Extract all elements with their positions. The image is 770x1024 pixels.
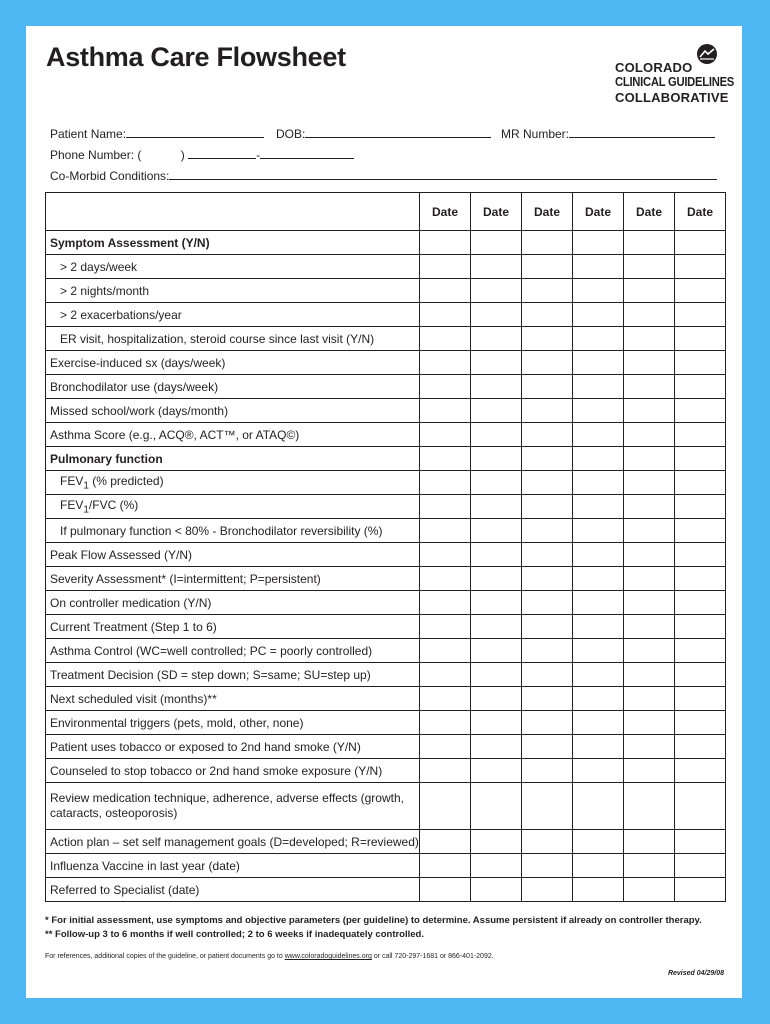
patient-name-field[interactable] xyxy=(50,127,264,141)
entry-cell[interactable] xyxy=(573,854,624,878)
entry-cell[interactable] xyxy=(573,303,624,327)
mr-number-field[interactable] xyxy=(501,127,715,141)
date-header: Date xyxy=(420,193,471,231)
table-row xyxy=(46,591,726,615)
entry-cell[interactable] xyxy=(522,854,573,878)
entry-cell[interactable] xyxy=(624,423,675,447)
table-row xyxy=(46,471,726,495)
entry-cell[interactable] xyxy=(522,495,573,519)
entry-cell[interactable] xyxy=(522,878,573,902)
entry-cell[interactable] xyxy=(471,327,522,351)
flowsheet-table xyxy=(45,192,726,902)
table-row xyxy=(46,495,726,519)
row-label: Action plan – set self management goals (D=developed; R=reviewed) xyxy=(46,830,420,854)
table-row xyxy=(46,687,726,711)
entry-cell[interactable] xyxy=(471,830,522,854)
entry-cell[interactable] xyxy=(573,878,624,902)
table-row xyxy=(46,231,726,255)
footnote-2: ** Follow-up 3 to 6 months if well controlled; 2 to 6 weeks if inadequately controlled. xyxy=(45,929,424,940)
entry-cell[interactable] xyxy=(573,711,624,735)
entry-cell[interactable] xyxy=(471,519,522,543)
entry-cell[interactable] xyxy=(675,303,726,327)
corner-cell xyxy=(46,193,420,231)
entry-cell[interactable] xyxy=(522,615,573,639)
entry-cell[interactable] xyxy=(624,375,675,399)
entry-cell[interactable] xyxy=(420,543,471,567)
entry-cell[interactable] xyxy=(471,351,522,375)
entry-cell[interactable] xyxy=(573,543,624,567)
entry-cell[interactable] xyxy=(471,854,522,878)
table-row xyxy=(46,303,726,327)
entry-cell[interactable] xyxy=(624,759,675,783)
entry-cell[interactable] xyxy=(522,567,573,591)
entry-cell[interactable] xyxy=(471,687,522,711)
entry-cell[interactable] xyxy=(522,711,573,735)
references-prefix: For references, additional copies of the guideline, or patient documents go to xyxy=(45,953,285,960)
entry-cell[interactable] xyxy=(624,519,675,543)
entry-cell[interactable] xyxy=(675,351,726,375)
guidelines-link[interactable]: www.coloradoguidelines.org xyxy=(284,953,372,960)
dob-label: DOB: xyxy=(276,127,306,141)
table-row xyxy=(46,399,726,423)
entry-cell[interactable] xyxy=(471,423,522,447)
entry-cell[interactable] xyxy=(471,231,522,255)
entry-cell[interactable] xyxy=(573,351,624,375)
table-header-row xyxy=(46,193,726,231)
row-label: Peak Flow Assessed (Y/N) xyxy=(46,543,420,567)
phone-prefix-line xyxy=(188,148,256,159)
entry-cell[interactable] xyxy=(420,663,471,687)
entry-cell[interactable] xyxy=(573,519,624,543)
entry-cell[interactable] xyxy=(675,447,726,471)
entry-cell[interactable] xyxy=(624,495,675,519)
entry-cell[interactable] xyxy=(420,759,471,783)
row-label: Bronchodilator use (days/week) xyxy=(46,375,420,399)
entry-cell[interactable] xyxy=(420,711,471,735)
entry-cell[interactable] xyxy=(624,854,675,878)
entry-cell[interactable] xyxy=(675,854,726,878)
comorbid-label: Co-Morbid Conditions: xyxy=(50,169,170,183)
table-row xyxy=(46,255,726,279)
page-title: Asthma Care Flowsheet xyxy=(46,42,346,72)
table-row xyxy=(46,519,726,543)
date-header: Date xyxy=(675,193,726,231)
entry-cell[interactable] xyxy=(675,878,726,902)
entry-cell[interactable] xyxy=(675,615,726,639)
entry-cell[interactable] xyxy=(624,783,675,830)
entry-cell[interactable] xyxy=(471,759,522,783)
row-label: Current Treatment (Step 1 to 6) xyxy=(46,615,420,639)
row-label: Environmental triggers (pets, mold, other, none) xyxy=(46,711,420,735)
entry-cell[interactable] xyxy=(471,711,522,735)
phone-dash: - xyxy=(256,148,261,162)
entry-cell[interactable] xyxy=(624,663,675,687)
entry-cell[interactable] xyxy=(573,255,624,279)
table-body xyxy=(46,231,726,902)
entry-cell[interactable] xyxy=(675,567,726,591)
row-label: Symptom Assessment (Y/N) xyxy=(46,231,420,255)
entry-cell[interactable] xyxy=(420,399,471,423)
entry-cell[interactable] xyxy=(624,711,675,735)
entry-cell[interactable] xyxy=(522,351,573,375)
entry-cell[interactable] xyxy=(573,399,624,423)
references-note xyxy=(45,953,494,960)
entry-cell[interactable] xyxy=(624,327,675,351)
entry-cell[interactable] xyxy=(573,423,624,447)
entry-cell[interactable] xyxy=(420,375,471,399)
entry-cell[interactable] xyxy=(675,495,726,519)
entry-cell[interactable] xyxy=(573,471,624,495)
colorado-clinical-guidelines-logo xyxy=(611,43,735,105)
logo-line-2: CLINICAL GUIDELINES xyxy=(615,75,735,89)
entry-cell[interactable] xyxy=(420,567,471,591)
row-label: > 2 nights/month xyxy=(46,279,420,303)
entry-cell[interactable] xyxy=(675,759,726,783)
table-row xyxy=(46,567,726,591)
entry-cell[interactable] xyxy=(522,543,573,567)
row-label: Pulmonary function xyxy=(46,447,420,471)
entry-cell[interactable] xyxy=(675,639,726,663)
entry-cell[interactable] xyxy=(573,279,624,303)
table-row xyxy=(46,783,726,830)
entry-cell[interactable] xyxy=(471,783,522,830)
entry-cell[interactable] xyxy=(675,830,726,854)
phone-suffix-line xyxy=(260,148,354,159)
date-header: Date xyxy=(573,193,624,231)
entry-cell[interactable] xyxy=(420,423,471,447)
phone-paren: ) xyxy=(180,148,185,162)
entry-cell[interactable] xyxy=(624,735,675,759)
logo-line-3: COLLABORATIVE xyxy=(615,90,729,105)
entry-cell[interactable] xyxy=(573,447,624,471)
entry-cell[interactable] xyxy=(624,303,675,327)
row-label: Influenza Vaccine in last year (date) xyxy=(46,854,420,878)
entry-cell[interactable] xyxy=(624,255,675,279)
comorbid-field[interactable] xyxy=(50,169,717,183)
entry-cell[interactable] xyxy=(522,327,573,351)
entry-cell[interactable] xyxy=(471,471,522,495)
table-row xyxy=(46,663,726,687)
entry-cell[interactable] xyxy=(522,471,573,495)
entry-cell[interactable] xyxy=(522,687,573,711)
entry-cell[interactable] xyxy=(420,830,471,854)
entry-cell[interactable] xyxy=(675,255,726,279)
row-label: Counseled to stop tobacco or 2nd hand smoke exposure (Y/N) xyxy=(46,759,420,783)
row-label: Severity Assessment* (I=intermittent; P=persistent) xyxy=(46,567,420,591)
date-header: Date xyxy=(522,193,573,231)
entry-cell[interactable] xyxy=(675,735,726,759)
entry-cell[interactable] xyxy=(420,639,471,663)
entry-cell[interactable] xyxy=(675,711,726,735)
entry-cell[interactable] xyxy=(675,399,726,423)
entry-cell[interactable] xyxy=(573,830,624,854)
entry-cell[interactable] xyxy=(624,471,675,495)
row-label: Patient uses tobacco or exposed to 2nd hand smoke (Y/N) xyxy=(46,735,420,759)
entry-cell[interactable] xyxy=(420,279,471,303)
entry-cell[interactable] xyxy=(420,735,471,759)
entry-cell[interactable] xyxy=(471,567,522,591)
entry-cell[interactable] xyxy=(624,279,675,303)
entry-cell[interactable] xyxy=(522,447,573,471)
entry-cell[interactable] xyxy=(675,543,726,567)
entry-cell[interactable] xyxy=(420,687,471,711)
entry-cell[interactable] xyxy=(573,591,624,615)
entry-cell[interactable] xyxy=(624,351,675,375)
entry-cell[interactable] xyxy=(522,830,573,854)
entry-cell[interactable] xyxy=(522,783,573,830)
entry-cell[interactable] xyxy=(573,783,624,830)
phone-label: Phone Number: ( xyxy=(50,148,142,162)
table-row xyxy=(46,543,726,567)
entry-cell[interactable] xyxy=(420,495,471,519)
entry-cell[interactable] xyxy=(573,327,624,351)
entry-cell[interactable] xyxy=(624,878,675,902)
entry-cell[interactable] xyxy=(522,735,573,759)
logo-mark-icon xyxy=(696,43,718,65)
entry-cell[interactable] xyxy=(573,735,624,759)
row-label: ER visit, hospitalization, steroid course since last visit (Y/N) xyxy=(46,327,420,351)
entry-cell[interactable] xyxy=(675,375,726,399)
row-label: > 2 exacerbations/year xyxy=(46,303,420,327)
table-row xyxy=(46,615,726,639)
entry-cell[interactable] xyxy=(471,639,522,663)
entry-cell[interactable] xyxy=(624,830,675,854)
entry-cell[interactable] xyxy=(675,663,726,687)
row-label: Review medication technique, adherence, adverse effects (growth, cataracts, osteoporosis) xyxy=(46,783,420,830)
entry-cell[interactable] xyxy=(420,255,471,279)
table-row xyxy=(46,351,726,375)
entry-cell[interactable] xyxy=(420,351,471,375)
entry-cell[interactable] xyxy=(420,878,471,902)
entry-cell[interactable] xyxy=(471,303,522,327)
entry-cell[interactable] xyxy=(471,735,522,759)
row-label: Asthma Score (e.g., ACQ®, ACT™, or ATAQ©) xyxy=(46,423,420,447)
entry-cell[interactable] xyxy=(675,327,726,351)
table-row xyxy=(46,423,726,447)
entry-cell[interactable] xyxy=(471,543,522,567)
table-row xyxy=(46,711,726,735)
row-label: On controller medication (Y/N) xyxy=(46,591,420,615)
entry-cell[interactable] xyxy=(675,783,726,830)
entry-cell[interactable] xyxy=(420,854,471,878)
entry-cell[interactable] xyxy=(522,279,573,303)
row-label: If pulmonary function < 80% - Bronchodilator reversibility (%) xyxy=(46,519,420,543)
entry-cell[interactable] xyxy=(522,303,573,327)
entry-cell[interactable] xyxy=(675,687,726,711)
date-header: Date xyxy=(471,193,522,231)
table-row xyxy=(46,759,726,783)
row-label: $FEV_1$/FVC (%) xyxy=(46,495,420,519)
table-row xyxy=(46,735,726,759)
entry-cell[interactable] xyxy=(573,375,624,399)
table-row xyxy=(46,327,726,351)
entry-cell[interactable] xyxy=(675,279,726,303)
entry-cell[interactable] xyxy=(522,639,573,663)
dob-line xyxy=(305,127,491,138)
entry-cell[interactable] xyxy=(420,327,471,351)
entry-cell[interactable] xyxy=(471,878,522,902)
flowsheet-page xyxy=(26,26,742,998)
entry-cell[interactable] xyxy=(522,663,573,687)
patient-name-label: Patient Name: xyxy=(50,127,127,141)
comorbid-line xyxy=(169,169,717,180)
entry-cell[interactable] xyxy=(522,759,573,783)
row-label: Treatment Decision (SD = step down; S=same; SU=step up) xyxy=(46,663,420,687)
table-row xyxy=(46,447,726,471)
entry-cell[interactable] xyxy=(573,639,624,663)
entry-cell[interactable] xyxy=(624,687,675,711)
entry-cell[interactable] xyxy=(471,495,522,519)
row-label: Exercise-induced sx (days/week) xyxy=(46,351,420,375)
entry-cell[interactable] xyxy=(420,783,471,830)
entry-cell[interactable] xyxy=(471,447,522,471)
patient-name-line xyxy=(126,127,264,138)
entry-cell[interactable] xyxy=(624,639,675,663)
entry-cell[interactable] xyxy=(675,423,726,447)
row-label: Asthma Control (WC=well controlled; PC = poorly controlled) xyxy=(46,639,420,663)
row-label: Missed school/work (days/month) xyxy=(46,399,420,423)
entry-cell[interactable] xyxy=(471,255,522,279)
entry-cell[interactable] xyxy=(624,543,675,567)
entry-cell[interactable] xyxy=(522,423,573,447)
logo-line-1: COLORADO xyxy=(615,60,693,75)
references-suffix: or call 720-297-1681 or 866-401-2092. xyxy=(371,953,494,960)
entry-cell[interactable] xyxy=(573,759,624,783)
table-row xyxy=(46,830,726,854)
row-label: $FEV_1$ (% predicted) xyxy=(46,471,420,495)
entry-cell[interactable] xyxy=(522,375,573,399)
row-label: Referred to Specialist (date) xyxy=(46,878,420,902)
row-label: Next scheduled visit (months)** xyxy=(46,687,420,711)
entry-cell[interactable] xyxy=(624,615,675,639)
dob-field[interactable] xyxy=(276,127,491,141)
date-header: Date xyxy=(624,193,675,231)
footnote-1: * For initial assessment, use symptoms and objective parameters (per guideline) to determine. Assume persistent if already on controller therapy. xyxy=(45,915,702,926)
entry-cell[interactable] xyxy=(573,231,624,255)
entry-cell[interactable] xyxy=(420,447,471,471)
entry-cell[interactable] xyxy=(624,567,675,591)
table-row xyxy=(46,878,726,902)
entry-cell[interactable] xyxy=(471,591,522,615)
entry-cell[interactable] xyxy=(675,231,726,255)
entry-cell[interactable] xyxy=(675,519,726,543)
revised-date: Revised 04/29/08 xyxy=(667,970,724,977)
entry-cell[interactable] xyxy=(573,567,624,591)
entry-cell[interactable] xyxy=(420,231,471,255)
entry-cell[interactable] xyxy=(522,519,573,543)
table-row xyxy=(46,854,726,878)
row-label: > 2 days/week xyxy=(46,255,420,279)
entry-cell[interactable] xyxy=(471,663,522,687)
entry-cell[interactable] xyxy=(522,255,573,279)
entry-cell[interactable] xyxy=(624,231,675,255)
entry-cell[interactable] xyxy=(522,591,573,615)
mr-number-label: MR Number: xyxy=(501,127,570,141)
table-row xyxy=(46,375,726,399)
entry-cell[interactable] xyxy=(522,231,573,255)
entry-cell[interactable] xyxy=(573,663,624,687)
entry-cell[interactable] xyxy=(420,471,471,495)
entry-cell[interactable] xyxy=(420,519,471,543)
entry-cell[interactable] xyxy=(471,615,522,639)
entry-cell[interactable] xyxy=(624,399,675,423)
entry-cell[interactable] xyxy=(573,687,624,711)
entry-cell[interactable] xyxy=(624,591,675,615)
table-row xyxy=(46,279,726,303)
entry-cell[interactable] xyxy=(420,615,471,639)
entry-cell[interactable] xyxy=(675,591,726,615)
entry-cell[interactable] xyxy=(522,399,573,423)
mr-number-line xyxy=(569,127,715,138)
entry-cell[interactable] xyxy=(471,399,522,423)
table-row xyxy=(46,639,726,663)
entry-cell[interactable] xyxy=(471,279,522,303)
entry-cell[interactable] xyxy=(471,375,522,399)
entry-cell[interactable] xyxy=(573,615,624,639)
phone-number-field[interactable] xyxy=(50,148,354,162)
entry-cell[interactable] xyxy=(420,303,471,327)
entry-cell[interactable] xyxy=(624,447,675,471)
entry-cell[interactable] xyxy=(675,471,726,495)
entry-cell[interactable] xyxy=(420,591,471,615)
entry-cell[interactable] xyxy=(573,495,624,519)
